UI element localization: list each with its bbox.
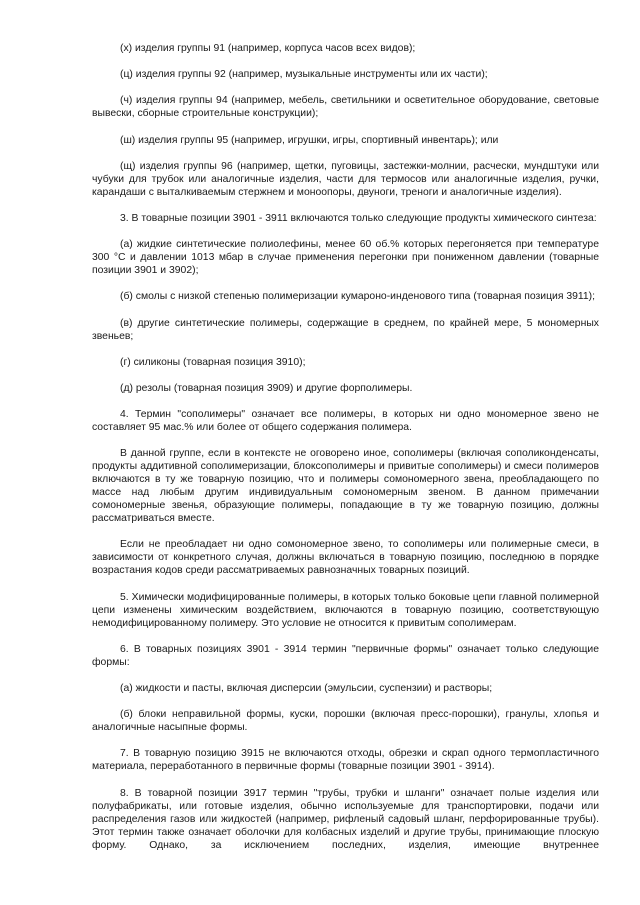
paragraph: (х) изделия группы 91 (например, корпуса часов всех видов); bbox=[120, 43, 416, 54]
paragraph: 5. Химически модифицированные полимеры, в которых только боковые цепи главной полимерной цепи изменены химическим воздействием, включаются в товарную позицию, соответствующую немодифицированному полимеру. Это условие не относится к привитым сополимерам. bbox=[92, 591, 599, 629]
paragraph: 6. В товарных позициях 3901 - 3914 термин "первичные формы" означает только следующие формы: bbox=[92, 643, 599, 668]
paragraph: (а) жидкие синтетические полиолефины, менее 60 об.% которых перегоняется при температуре 300 °С и давлении 1013 мбар в случае применения перегонки при пониженном давлении (товарные позиции 3901 и 3902); bbox=[92, 239, 599, 277]
paragraph: (г) силиконы (товарная позиция 3910); bbox=[120, 356, 306, 368]
paragraph: (д) резолы (товарная позиция 3909) и другие форполимеры. bbox=[120, 382, 413, 394]
paragraph: 8. В товарной позиции 3917 термин "трубы, трубки и шланги" означает полые изделия или полуфабрикаты, или готовые изделия, обычно используемые для транспортировки, подачи или распределения газов или жидкостей (например, рифленый садовый шланг, перфорированные трубы). Этот термин также означает оболочки для колбасных изделий и другие трубы, принимающие плоскую форму. Однако, за исключением последних, изделия, имеющие внутреннее bbox=[92, 787, 599, 851]
paragraph: (а) жидкости и пасты, включая дисперсии (эмульсии, суспензии) и растворы; bbox=[120, 683, 493, 694]
paragraph: (ш) изделия группы 95 (например, игрушки, игры, спортивный инвентарь); или bbox=[120, 134, 499, 146]
paragraph: (в) другие синтетические полимеры, содержащие в среднем, по крайней мере, 5 мономерных звеньев; bbox=[92, 317, 599, 342]
paragraph: (б) смолы с низкой степенью полимеризации кумароно-инденового типа (товарная позиция 3911); bbox=[120, 291, 596, 303]
paragraph: (ц) изделия группы 92 (например, музыкальные инструменты или их части); bbox=[120, 69, 488, 81]
paragraph: 3. В товарные позиции 3901 - 3911 включаются только следующие продукты химического синтеза: bbox=[120, 212, 597, 224]
paragraph: 7. В товарную позицию 3915 не включаются отходы, обрезки и скрап одного термопластичного материала, переработанного в первичные формы (товарные позиции 3901 - 3914). bbox=[92, 748, 599, 773]
paragraph: 4. Термин "сополимеры" означает все полимеры, в которых ни одно мономерное звено не составляет 95 мас.% или более от общего содержания полимера. bbox=[92, 409, 599, 434]
document-page bbox=[92, 42, 599, 865]
paragraph: (б) блоки неправильной формы, куски, порошки (включая пресс-порошки), гранулы, хлопья и аналогичные насыпные формы. bbox=[92, 709, 599, 734]
paragraph: В данной группе, если в контексте не оговорено иное, сополимеры (включая сополиконденсаты, продукты аддитивной сополимеризации, блоксополимеры и привитые сополимеры) и смеси полимеров включаются в ту же товарную позицию, что и полимеры сомономерного звена, преобладающего по массе над любым другим индивидуальным сомономерным звеном. В данном примечании сомономерные звенья, образующие полимеры, попадающие в ту же товарную позицию, должны рассматриваться вместе. bbox=[92, 448, 599, 525]
paragraph: Если не преобладает ни одно сомономерное звено, то сополимеры или полимерные смеси, в зависимости от конкретного случая, должны включаться в товарную позицию, последнюю в порядке возрастания кодов среди рассматриваемых равнозначных товарных позиций. bbox=[92, 539, 599, 577]
paragraph: (щ) изделия группы 96 (например, щетки, пуговицы, застежки-молнии, расчески, мундштуки или чубуки для трубок или аналогичные изделия, части для термосов или аналогичные изделия, ручки, карандаши с выталкиваемым стержнем и моноопоры, двуноги, треноги и аналогичные изделия). bbox=[92, 160, 599, 198]
paragraph: (ч) изделия группы 94 (например, мебель, светильники и осветительное оборудование, световые вывески, сборные строительные конструкции); bbox=[92, 95, 599, 120]
